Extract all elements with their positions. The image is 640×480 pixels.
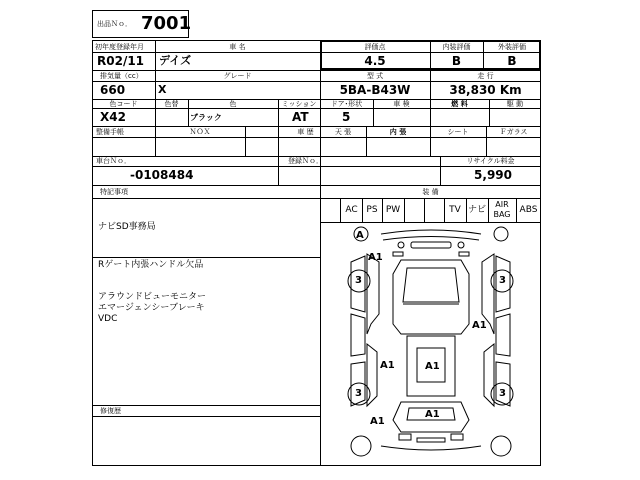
chassis-value: -0108484 <box>130 168 194 182</box>
remark-1: ナビSD事務局 <box>98 222 156 232</box>
color-label: 色 <box>229 100 237 108</box>
doors-label: ドア･形状 <box>330 100 363 108</box>
fglass-label: Ｆガラス <box>499 128 528 136</box>
lot-number-box <box>92 10 192 38</box>
model-value: 5BA-B43W <box>339 83 411 97</box>
car-name-value: デイズ <box>159 54 192 67</box>
damage-mark-left-rear-quarter: A1 <box>370 416 385 427</box>
history-label: 車 歴 <box>297 128 314 136</box>
equip-tv: TV <box>449 205 461 215</box>
color-value: ブラック <box>190 113 222 122</box>
equipment-label: 装 備 <box>422 188 439 196</box>
mission-label: ミッション <box>281 100 317 108</box>
lot-number: 7001 <box>141 13 192 34</box>
first-reg-label: 初年度登録年月 <box>95 43 144 51</box>
damage-mark-front-bumper: A <box>356 230 364 241</box>
repair-label: 修復歴 <box>100 407 121 415</box>
interior-trim-label: 内 張 <box>389 128 407 136</box>
doors-value: 5 <box>342 110 351 124</box>
damage-mark-right-rear-wheel: 3 <box>499 388 506 399</box>
damage-mark-rear-gate: A1 <box>425 409 440 420</box>
lot-label: 出品Ｎｏ． <box>97 20 132 28</box>
damage-mark-bonnet: A1 <box>368 252 383 263</box>
score-label: 評価点 <box>364 43 386 51</box>
equip-ps: PS <box>366 205 378 215</box>
equip-pw: PW <box>385 205 401 215</box>
remarks-label: 特記事項 <box>100 188 128 196</box>
displacement-value: 660 <box>100 83 126 97</box>
equip-ac: AC <box>345 205 358 215</box>
color-code-label: 色コード <box>109 100 138 108</box>
roof-label: 天 張 <box>334 128 352 136</box>
damage-mark-right-door: A1 <box>472 320 487 331</box>
exterior-value: B <box>507 54 517 68</box>
first-reg-value: R02/11 <box>97 54 145 68</box>
recycle-label: リサイクル料金 <box>466 157 515 165</box>
equip-navi: ナビ <box>467 205 486 215</box>
chassis-label: 車台Ｎｏ． <box>96 157 131 165</box>
remark-2: Rゲート内張ハンドル欠品 <box>98 260 204 270</box>
grade-label: グレード <box>223 72 252 80</box>
seat-label: シート <box>447 128 469 136</box>
grade-value: X <box>158 83 167 96</box>
exterior-label: 外装評価 <box>498 43 526 51</box>
score-value: 4.5 <box>364 54 386 68</box>
color-change-label: 色替 <box>164 100 179 108</box>
remark-5: VDC <box>98 314 118 324</box>
car-name-label: 車 名 <box>229 43 246 51</box>
mileage-value: 38,830 Km <box>449 83 522 97</box>
remark-3: アラウンドビューモニター <box>98 292 207 302</box>
interior-value: B <box>451 54 462 68</box>
equipment-row <box>320 198 541 223</box>
equip-abs: ABS <box>519 205 538 215</box>
damage-mark-right-front-wheel: 3 <box>499 275 506 286</box>
displacement-label: 排気量（cc） <box>100 72 143 80</box>
color-code-value: X42 <box>100 110 126 124</box>
recycle-value: 5,990 <box>474 168 512 182</box>
mission-value: AT <box>292 110 309 124</box>
interior-label: 内装評価 <box>442 43 471 51</box>
drive-label: 駆 動 <box>506 100 524 108</box>
manual-label: 整備手帳 <box>96 128 124 136</box>
mileage-label: 走 行 <box>477 72 494 80</box>
fuel-label: 燃 料 <box>451 100 468 108</box>
remark-4: エマージェンシーブレーキ <box>98 303 205 313</box>
equip-airbag: AIR BAG <box>493 200 511 219</box>
inspection-label: 車 検 <box>393 100 410 108</box>
car-damage-diagram <box>321 224 540 465</box>
nox-label: ＮＯＸ <box>189 128 211 136</box>
damage-mark-left-rear-wheel: 3 <box>355 388 362 399</box>
reg-no-label: 登録Ｎｏ． <box>288 157 323 165</box>
damage-mark-left-door: A1 <box>380 360 395 371</box>
model-label: 型 式 <box>366 72 384 80</box>
damage-mark-roof: A1 <box>425 361 440 372</box>
damage-mark-left-front-wheel: 3 <box>355 275 362 286</box>
